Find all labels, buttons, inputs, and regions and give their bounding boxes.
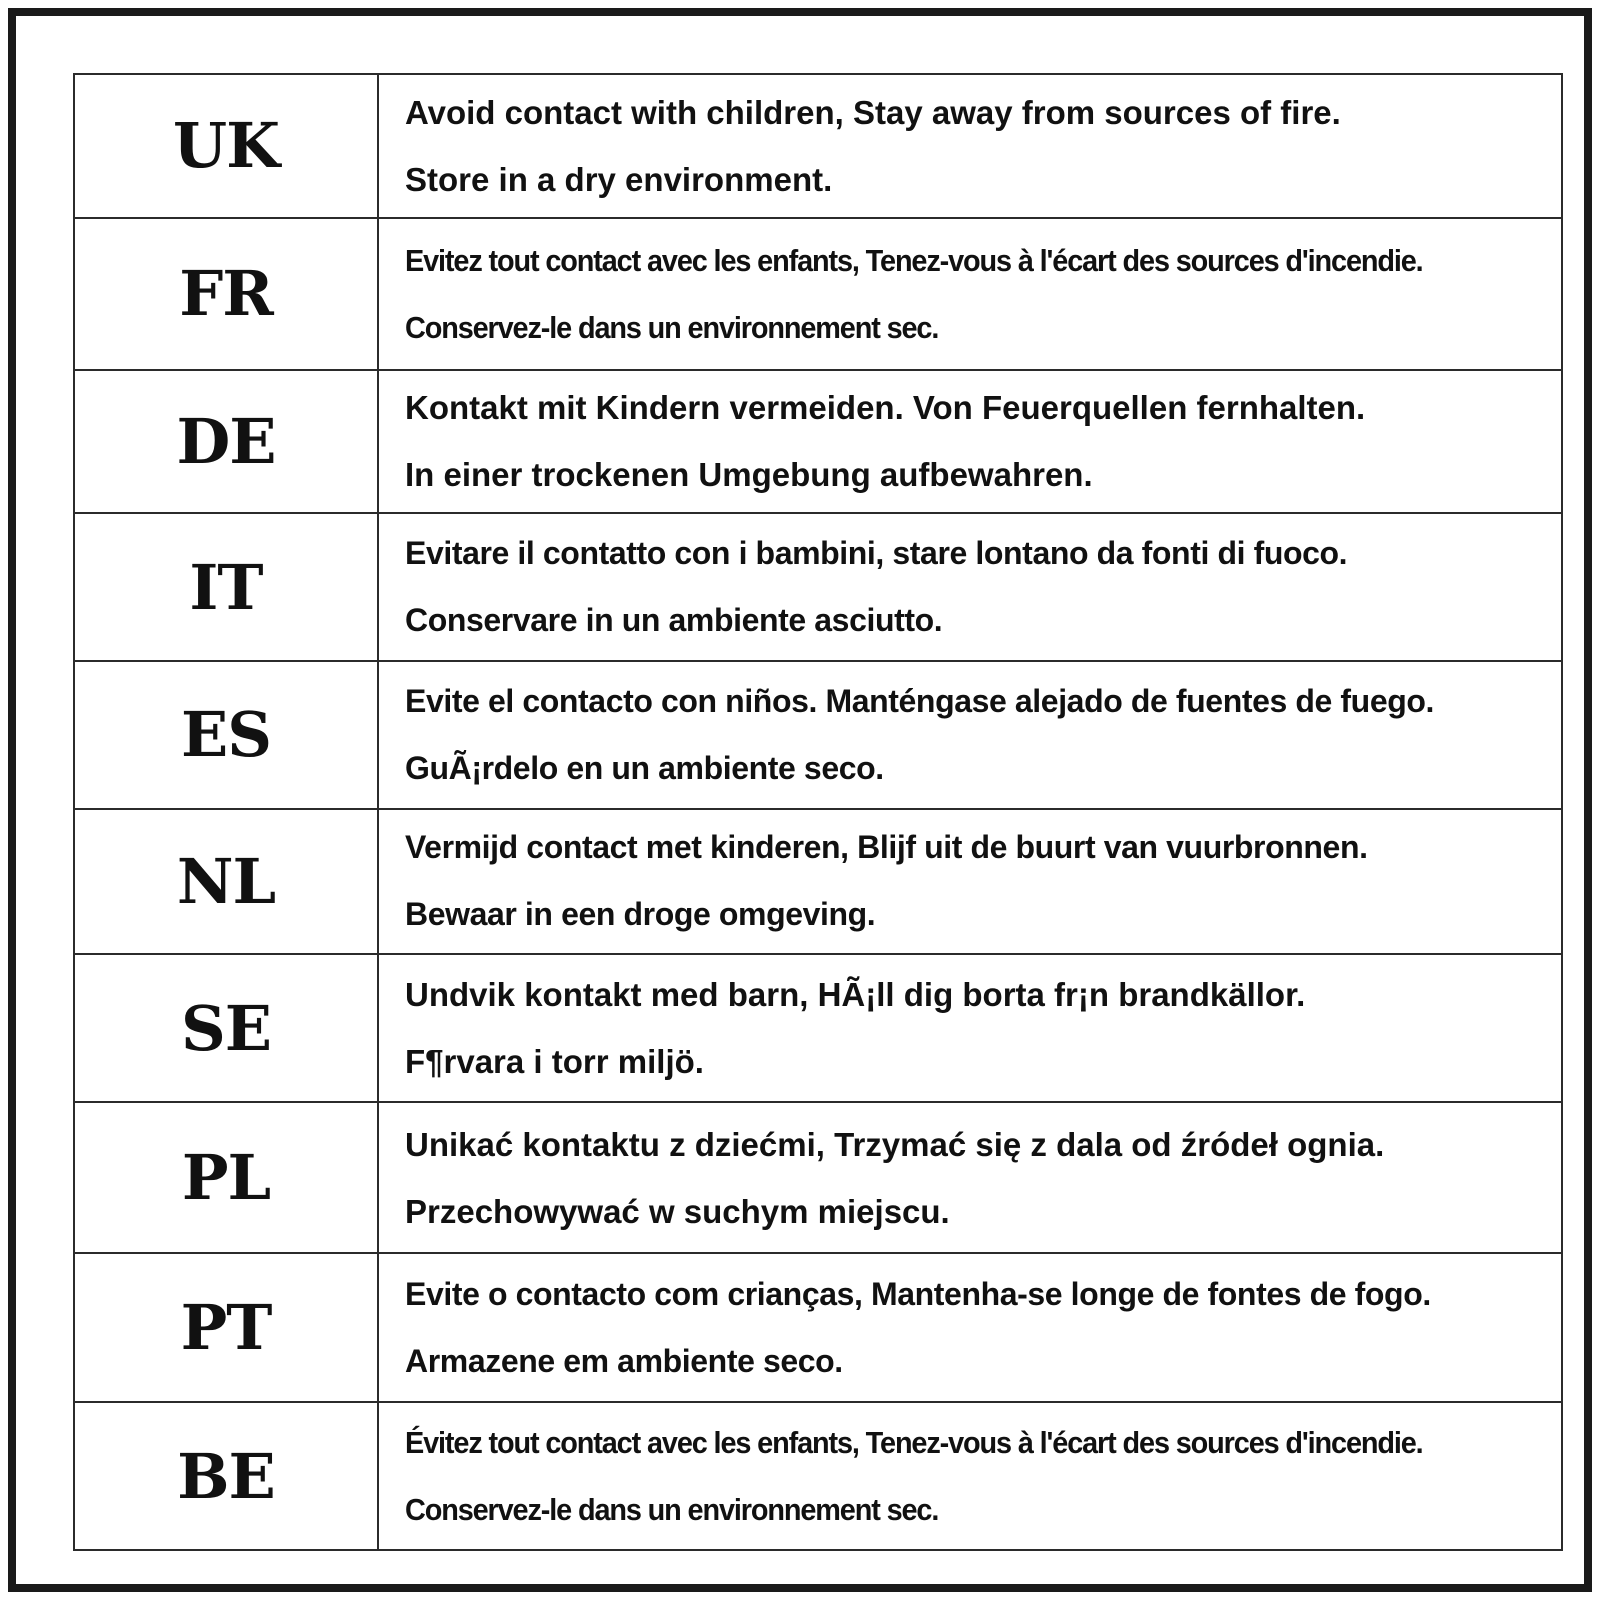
warning-text-it — [378, 513, 1562, 661]
country-code-pl: PL — [74, 1102, 378, 1253]
warning-line-1: Avoid contact with children, Stay away from sources of fire. — [405, 93, 1341, 131]
table-row-it — [74, 513, 1562, 661]
warning-text-se — [378, 954, 1562, 1103]
country-code-es: ES — [74, 661, 378, 809]
warning-line-1: Unikać kontaktu z dziećmi, Trzymać się z dala od źródeł ognia. — [405, 1125, 1385, 1163]
warning-line-2: Armazene em ambiente seco. — [405, 1342, 843, 1379]
warning-line-2: Store in a dry environment. — [405, 160, 833, 198]
table-row-nl — [74, 809, 1562, 954]
country-code-it: IT — [74, 513, 378, 661]
table-row-de — [74, 370, 1562, 514]
warning-text-uk — [378, 74, 1562, 218]
table-row-se — [74, 954, 1562, 1103]
warning-line-2: GuÃ¡rdelo en un ambiente seco. — [405, 749, 884, 786]
country-code-nl: NL — [74, 809, 378, 954]
warning-line-1: Evitez tout contact avec les enfants, Tenez-vous à l'écart des sources d'incendie. — [405, 242, 1423, 278]
warning-table — [73, 73, 1563, 1551]
warning-text-nl — [378, 809, 1562, 954]
country-code-de: DE — [74, 370, 378, 514]
warning-line-1: Evite el contacto con niños. Manténgase alejado de fuentes de fuego. — [405, 682, 1435, 719]
warning-text-de — [378, 370, 1562, 514]
warning-line-1: Vermijd contact met kinderen, Blijf uit de buurt van vuurbronnen. — [405, 829, 1368, 866]
warning-line-2: In einer trockenen Umgebung aufbewahren. — [405, 456, 1093, 494]
table-row-pt — [74, 1253, 1562, 1402]
warning-line-1: Evite o contacto com crianças, Mantenha-se longe de fontes de fogo. — [405, 1275, 1431, 1312]
warning-line-1: Evitare il contatto con i bambini, stare lontano da fonti di fuoco. — [405, 535, 1348, 572]
warning-text-es — [378, 661, 1562, 809]
warning-line-1: Kontakt mit Kindern vermeiden. Von Feuerquellen fernhalten. — [405, 389, 1366, 427]
country-code-pt: PT — [74, 1253, 378, 1402]
warning-line-1: Évitez tout contact avec les enfants, Tenez-vous à l'écart des sources d'incendie. — [405, 1425, 1423, 1461]
warning-line-2: Conservez-le dans un environnement sec. — [405, 1492, 939, 1528]
country-code-uk: UK — [74, 74, 378, 218]
country-code-se: SE — [74, 954, 378, 1103]
warning-line-2: Conservare in un ambiente asciutto. — [405, 602, 943, 639]
warning-line-2: F¶rvara i torr miljö. — [405, 1043, 704, 1080]
warning-line-2: Bewaar in een droge omgeving. — [405, 896, 876, 933]
label-frame — [8, 8, 1592, 1592]
table-row-fr — [74, 218, 1562, 370]
warning-text-pt — [378, 1253, 1562, 1402]
warning-line-2: Przechowywać w suchym miejscu. — [405, 1192, 950, 1230]
table-row-pl — [74, 1102, 1562, 1253]
warning-text-fr — [378, 218, 1562, 370]
table-row-es — [74, 661, 1562, 809]
table-row-uk — [74, 74, 1562, 218]
warning-line-1: Undvik kontakt med barn, HÃ¡ll dig borta fr¡n brandkällor. — [405, 976, 1306, 1013]
country-code-fr: FR — [74, 218, 378, 370]
warning-text-be — [378, 1402, 1562, 1550]
country-code-be: BE — [74, 1402, 378, 1550]
table-row-be — [74, 1402, 1562, 1550]
warning-text-pl — [378, 1102, 1562, 1253]
warning-line-2: Conservez-le dans un environnement sec. — [405, 309, 939, 345]
